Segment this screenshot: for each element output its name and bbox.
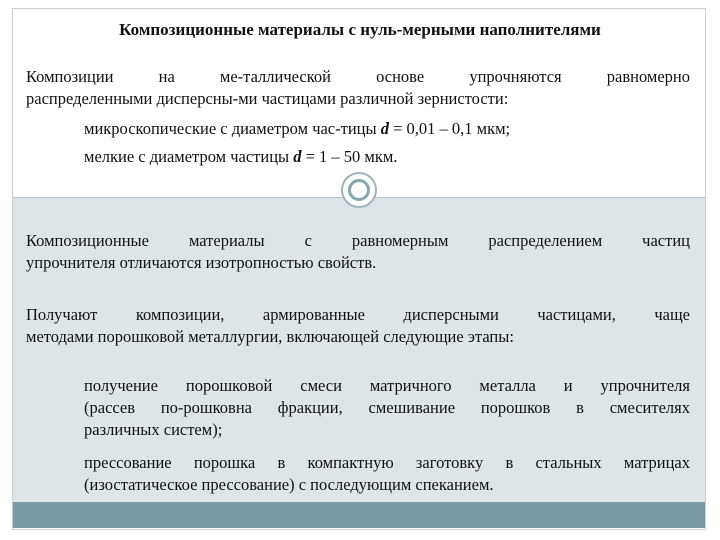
- iso-line-1: Композиционные материалы с равномерным распределением частиц: [26, 231, 690, 250]
- bullet-small-var: d: [293, 147, 302, 166]
- bullet-small: [84, 146, 694, 168]
- step2-line-2: (изостатическое прессование) с последующим спеканием.: [84, 475, 494, 494]
- isotropy-paragraph: [26, 230, 690, 274]
- step2-line-1: прессование порошка в компактную заготовку в стальных матрицах: [84, 453, 690, 472]
- step1-line-2: (рассев по-рошковна фракции, смешивание порошков в смесителях: [84, 398, 690, 417]
- bullet-small-suffix: = 1 – 50 мкм.: [301, 147, 398, 166]
- step1-line-1: получение порошковой смеси матричного металла и упрочнителя: [84, 376, 690, 395]
- bullet-micro-var: d: [380, 119, 389, 138]
- slide-title: Композиционные материалы с нуль-мерными наполнителями: [119, 20, 601, 39]
- ornament-circle-icon: [341, 172, 377, 208]
- step-pressing: [84, 452, 690, 496]
- bullet-small-prefix: мелкие с диаметром частицы: [84, 147, 294, 166]
- method-line-1: Получают композиции, армированные дисперсными частицами, чаще: [26, 305, 690, 324]
- iso-line-2: упрочнителя отличаются изотропностью свойств.: [26, 253, 377, 272]
- intro-line-2: распределенными дисперсны-ми частицами различной зернистости:: [26, 89, 509, 108]
- step-powder-mixture: [84, 375, 690, 441]
- intro-line-1: Композиции на ме-таллической основе упрочняются равномерно: [26, 67, 690, 86]
- bullet-micro-prefix: микроскопические с диаметром час-тицы: [84, 119, 381, 138]
- footer-band: [13, 502, 705, 528]
- method-line-2: методами порошковой металлургии, включающей следующие этапы:: [26, 327, 514, 346]
- intro-paragraph: [26, 66, 690, 110]
- bullet-micro-suffix: = 0,01 – 0,1 мкм;: [388, 119, 511, 138]
- step1-line-3: различных систем);: [84, 420, 223, 439]
- method-paragraph: [26, 304, 690, 348]
- bullet-microscopic: [84, 118, 694, 140]
